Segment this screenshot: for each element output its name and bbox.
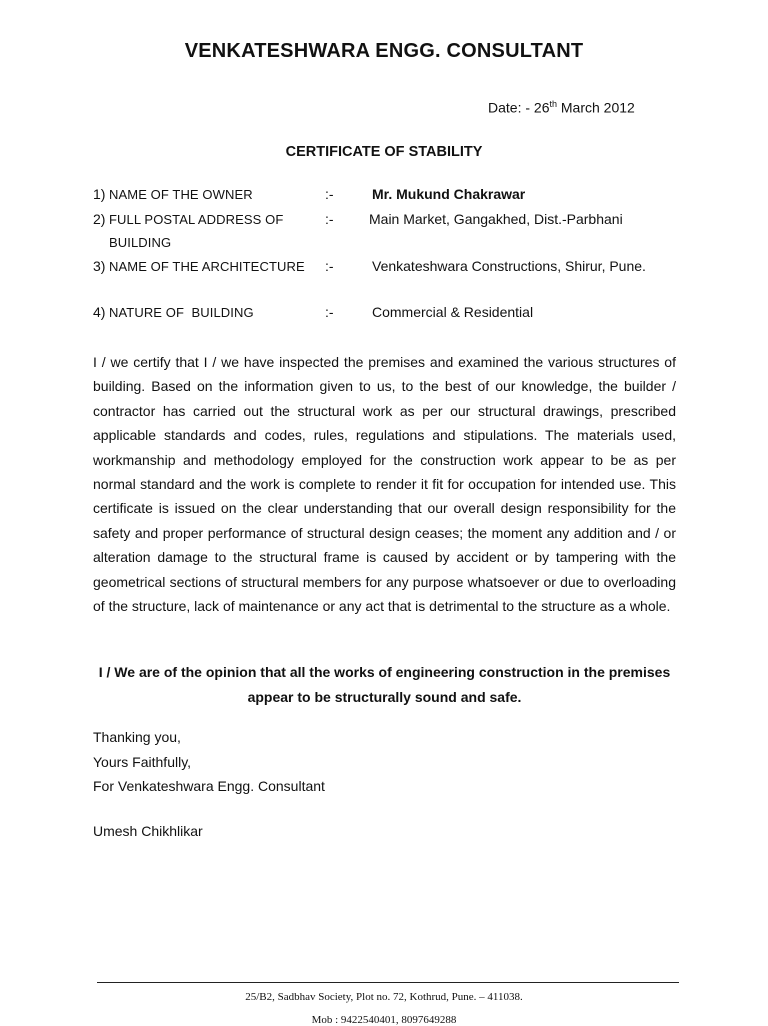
field-number: 4) <box>93 304 106 320</box>
field-separator: :- <box>325 211 334 227</box>
building-nature: Commercial & Residential <box>372 304 534 320</box>
field-label: NAME OF THE OWNER <box>109 187 253 202</box>
field-number: 1) <box>93 186 106 202</box>
field-label: NAME OF THE ARCHITECTURE <box>109 259 305 274</box>
footer-address: 25/B2, Sadbhav Society, Plot no. 72, Kothrud, Pune. – 411038. <box>245 991 523 1003</box>
certificate-title: CERTIFICATE OF STABILITY <box>285 144 483 160</box>
field-label: NATURE OF BUILDING <box>109 305 254 320</box>
certificate-date <box>488 99 635 116</box>
closing-block <box>93 725 325 799</box>
architecture-name: Venkateshwara Constructions, Shirur, Pune. <box>372 258 646 274</box>
postal-address: Main Market, Gangakhed, Dist.-Parbhani <box>369 211 623 227</box>
closing-firm: For Venkateshwara Engg. Consultant <box>93 778 325 794</box>
owner-name: Mr. Mukund Chakrawar <box>372 186 526 202</box>
company-heading: VENKATESHWARA ENGG. CONSULTANT <box>184 40 584 62</box>
field-label-continuation: BUILDING <box>109 235 172 250</box>
closing-salutation: Yours Faithfully, <box>93 753 192 770</box>
date-day: Date: - 26 <box>488 99 550 116</box>
field-separator: :- <box>325 304 334 320</box>
signer-name: Umesh Chikhlikar <box>93 823 203 839</box>
footer-divider <box>97 982 679 983</box>
field-separator: :- <box>325 186 334 202</box>
field-separator: :- <box>325 258 334 274</box>
closing-thanks: Thanking you, <box>93 729 181 745</box>
footer-phone: Mob : 9422540401, 8097649288 <box>311 1014 457 1026</box>
certification-paragraph: I / we certify that I / we have inspected the premises and examined the various structures of building. Based on the information given to us, to the best of our knowledge, the builder / contractor has carried out the structural work as per our structural drawings, prescribed applicable standards and codes, rules, regulations and stipulations. The materials used, workmanship and methodology employed for the construction work appear to be as per normal standard and the work is complete to render it fit for occupation for intended use. This certificate is issued on the clear understanding that our overall design responsibility for the safety and proper performance of structural design ceases; the moment any addition and / or alteration damage to the structural frame is caused by accident or by tampering with the geometrical sections of structural members for any purpose whatsoever or due to overloading of the structure, lack of maintenance or any act that is detrimental to the structure as a whole. <box>93 354 676 615</box>
date-month-year: March 2012 <box>557 99 635 116</box>
field-label: FULL POSTAL ADDRESS OF <box>109 212 284 227</box>
field-number: 2) <box>93 211 106 227</box>
field-number: 3) <box>93 258 106 274</box>
opinion-statement: I / We are of the opinion that all the works of engineering construction in the premises appear to be structurally sound and safe. <box>98 664 671 705</box>
date-ordinal-suffix: th <box>549 99 557 109</box>
